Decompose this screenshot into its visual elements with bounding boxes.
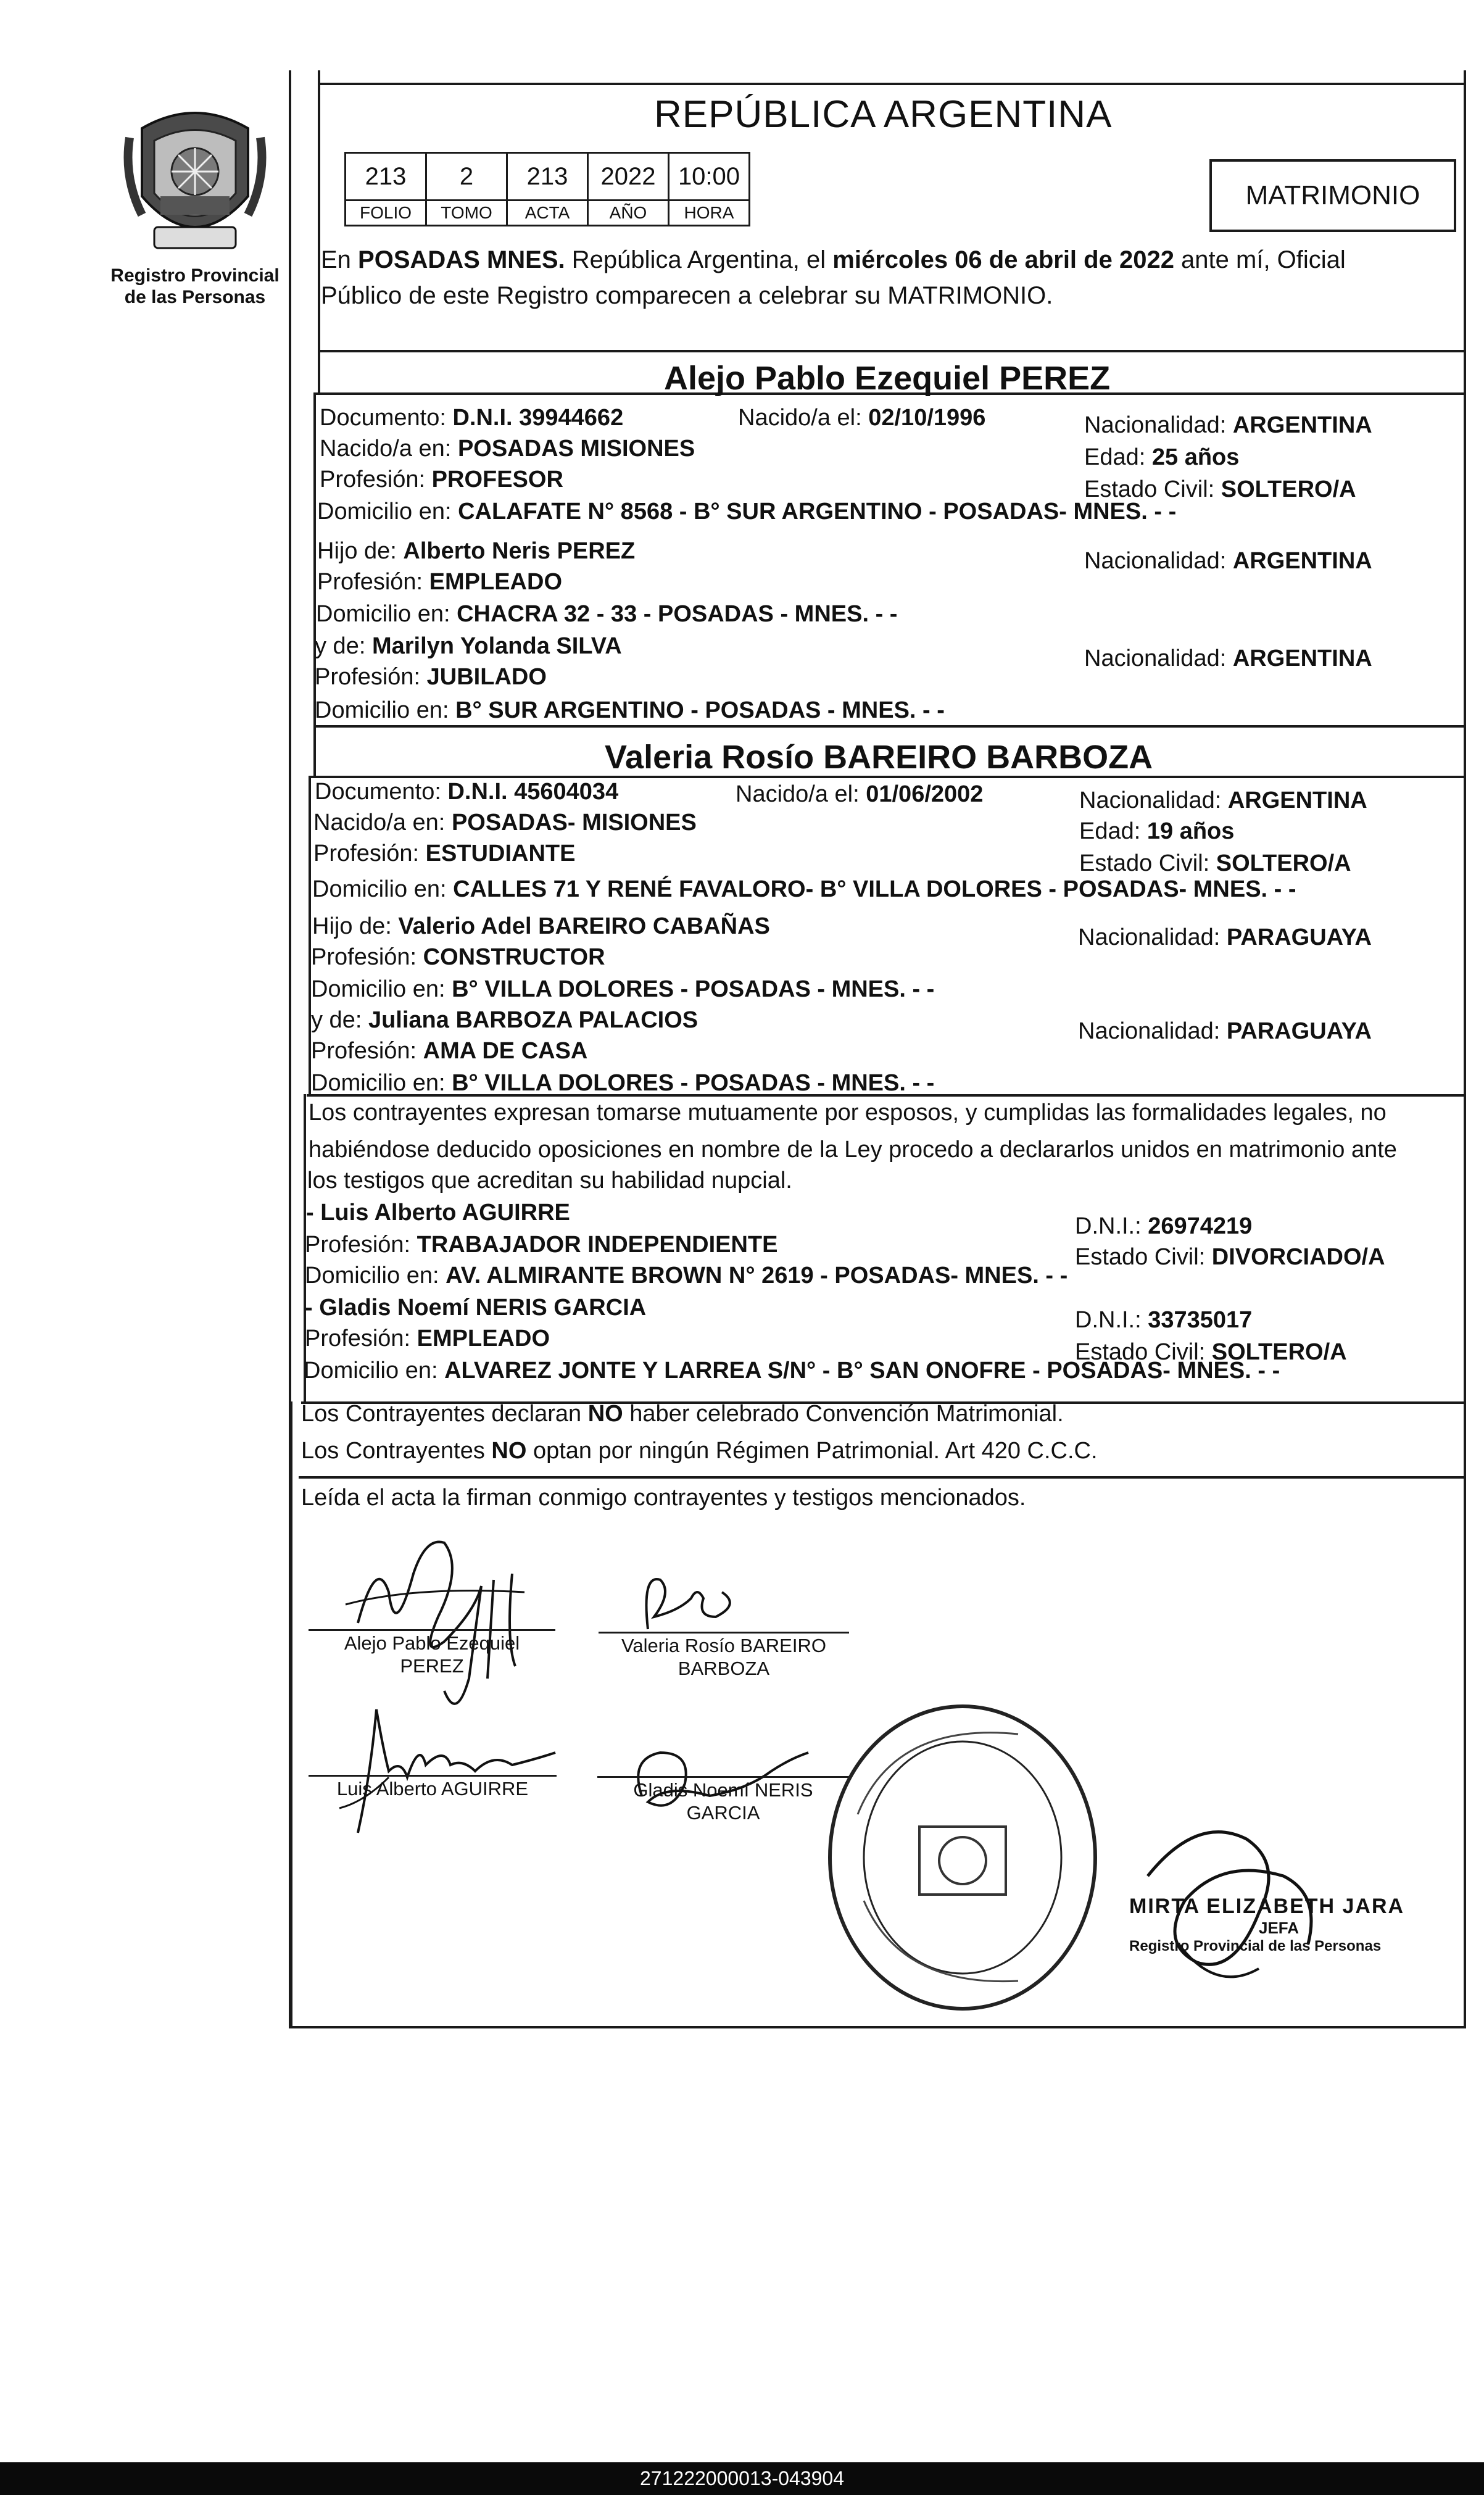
label: Profesión: [311, 944, 417, 970]
spouse1-born [738, 405, 985, 432]
intro-line2: Público de este Registro comparecen a celebrar su MATRIMONIO. [321, 282, 1053, 309]
label: Estado Civil: [1075, 1339, 1206, 1365]
frame-top [318, 83, 1464, 85]
label: Domicilio en: [317, 499, 452, 525]
witness2-profession: EMPLEADO [417, 1326, 550, 1351]
spouse2-born [736, 781, 983, 808]
witness1-addr [305, 1263, 1067, 1290]
label: Domicilio en: [311, 1070, 446, 1096]
spouse2-profession: ESTUDIANTE [425, 841, 576, 866]
spouse2-mother-name: Juliana BARBOZA PALACIOS [368, 1007, 698, 1033]
record-metadata-table [344, 152, 750, 226]
spouse1-dni: D.N.I. 39944662 [452, 405, 624, 431]
label: Nacionalidad: [1084, 646, 1227, 671]
registry-stamp [821, 1697, 1105, 2018]
spouse1-mother-prof [315, 664, 547, 691]
witness1-profession: TRABAJADOR INDEPENDIENTE [417, 1232, 778, 1258]
declaration-line1: Los contrayentes expresan tomarse mutuamente por esposos, y cumplidas las formalidades legales, no [309, 1100, 1387, 1126]
convention-line1 [301, 1401, 1064, 1428]
label: Nacido/a en: [320, 436, 452, 462]
label: Profesión: [315, 664, 421, 690]
spouse2-mother [311, 1007, 698, 1034]
label: Profesión: [311, 1038, 417, 1064]
label: Edad: [1079, 818, 1141, 844]
signing-statement: Leída el acta la firman conmigo contrayentes y testigos mencionados. [301, 1485, 1026, 1511]
signature-caption-4 [597, 1779, 849, 1824]
hour-label: HORA [669, 201, 750, 226]
divider-spouse2-top [313, 725, 1464, 728]
label: Nacionalidad: [1078, 924, 1221, 950]
signature-spouse2 [629, 1561, 753, 1642]
spouse2-age [1079, 818, 1234, 845]
spouse2-father-profession: CONSTRUCTOR [423, 944, 605, 970]
label: Documento: [320, 405, 446, 431]
signature-witness1 [321, 1685, 568, 1845]
label: Documento: [315, 779, 441, 805]
spouse2-mother-profession: AMA DE CASA [423, 1038, 588, 1064]
spouse2-father [312, 913, 770, 940]
document-title: REPÚBLICA ARGENTINA [654, 93, 1113, 136]
convention-line2 [301, 1438, 1098, 1465]
spouse1-father [317, 538, 635, 565]
document-code-bar: 271222000013-043904 [0, 2462, 1484, 2495]
label: Nacido/a el: [736, 781, 860, 807]
divider-signing [299, 1476, 1464, 1479]
signature-caption-1 [309, 1632, 555, 1677]
intro-date: miércoles 06 de abril de 2022 [832, 246, 1174, 273]
witness2-dni-value: 33735017 [1148, 1307, 1253, 1333]
spouse1-profession: PROFESOR [431, 467, 563, 492]
signer1-line2: PEREZ [400, 1655, 464, 1677]
spouse1-age-value: 25 años [1151, 444, 1240, 470]
spouse2-dni: D.N.I. 45604034 [447, 779, 619, 805]
spouse2-father-nationality: PARAGUAYA [1226, 924, 1372, 950]
folio-label: FOLIO [346, 201, 426, 226]
year-value: 2022 [588, 153, 669, 201]
label: D.N.I.: [1075, 1307, 1142, 1333]
record-type-box: MATRIMONIO [1209, 159, 1456, 232]
label: Nacionalidad: [1079, 787, 1222, 813]
witness1-address: AV. ALMIRANTE BROWN N° 2619 - POSADAS- MNES. - - [446, 1263, 1068, 1289]
signer4-line2: GARCIA [686, 1802, 760, 1824]
spouse2-nat [1079, 787, 1367, 815]
spouse2-mother-nationality: PARAGUAYA [1226, 1018, 1372, 1044]
divider-header [318, 350, 1464, 352]
signer4-line1: Gladis Noemí NERIS [633, 1779, 813, 1801]
label: Hijo de: [312, 913, 392, 939]
spouse1-father-nationality: ARGENTINA [1232, 548, 1372, 574]
spouse2-age-value: 19 años [1146, 818, 1235, 844]
spouse1-father-prof [317, 569, 562, 596]
spouse2-father-nat [1078, 924, 1372, 952]
spouse1-mother-name: Marilyn Yolanda SILVA [371, 633, 622, 659]
intro-text-c: ante mí, Oficial [1174, 246, 1346, 273]
spouse1-nationality: ARGENTINA [1232, 412, 1372, 438]
spouse1-doc [320, 405, 623, 432]
witness1-dni-value: 26974219 [1148, 1213, 1253, 1239]
spouse2-mother-nat [1078, 1018, 1372, 1045]
spouse2-birthplace-value: POSADAS- MISIONES [451, 810, 697, 836]
spouse1-nat [1084, 412, 1372, 439]
year-label: AÑO [588, 201, 669, 226]
spouse2-civil-status: SOLTERO/A [1216, 850, 1351, 876]
spouse2-address: CALLES 71 Y RENÉ FAVALORO- B° VILLA DOLORES - POSADAS- MNES. - - [453, 876, 1296, 902]
spouse1-mother-nat [1084, 646, 1372, 673]
witness2-dni [1075, 1307, 1252, 1334]
intro-place: POSADAS MNES. [358, 246, 565, 273]
spouse1-name: Alejo Pablo Ezequiel PEREZ [664, 360, 1111, 397]
signature-line-3 [309, 1775, 557, 1777]
signature-line-2 [599, 1632, 849, 1634]
label: Estado Civil: [1075, 1244, 1206, 1270]
spouse1-father-address: CHACRA 32 - 33 - POSADAS - MNES. - - [457, 601, 898, 627]
acta-label: ACTA [507, 201, 588, 226]
signer1-line1: Alejo Pablo Ezequiel [344, 1632, 520, 1654]
text: Los Contrayentes declaran [301, 1401, 588, 1427]
spouse1-age [1084, 444, 1239, 471]
spouse2-father-address: B° VILLA DOLORES - POSADAS - MNES. - - [452, 976, 935, 1002]
logo-caption-line2: de las Personas [124, 286, 266, 307]
witness2-addr [304, 1358, 1280, 1385]
frame-left-1 [318, 70, 320, 392]
signature-line-1 [309, 1629, 555, 1631]
witness1-name: - Luis Alberto AGUIRRE [306, 1200, 570, 1226]
tomo-value: 2 [426, 153, 507, 201]
label: Domicilio en: [304, 1358, 438, 1384]
spouse1-father-name: Alberto Neris PEREZ [403, 538, 636, 564]
declaration-line3: los testigos que acreditan su habilidad nupcial. [307, 1168, 792, 1194]
spouse1-father-nat [1084, 548, 1372, 575]
label: Profesión: [305, 1232, 411, 1258]
province-seal-logo [117, 104, 273, 258]
signer2-line2: BARBOZA [678, 1658, 770, 1680]
folio-value: 213 [346, 153, 426, 201]
witness2-civil-status: SOLTERO/A [1211, 1339, 1347, 1365]
witness1-civil-status: DIVORCIADO/A [1211, 1244, 1385, 1270]
label: Domicilio en: [311, 976, 446, 1002]
witness1-dni [1075, 1213, 1252, 1240]
spouse1-father-addr [316, 601, 897, 628]
spouse2-name: Valeria Rosío BAREIRO BARBOZA [605, 739, 1153, 776]
label: Nacido/a en: [313, 810, 446, 836]
intro-text-a: En [321, 246, 359, 273]
witness2-address: ALVAREZ JONTE Y LARREA S/N° - B° SAN ONOFRE - POSADAS- MNES. - - [444, 1358, 1280, 1384]
spouse2-civil [1079, 850, 1351, 878]
label: D.N.I.: [1075, 1213, 1142, 1239]
signature-caption-2 [599, 1634, 849, 1680]
label: Estado Civil: [1079, 850, 1210, 876]
official-name: MIRTA ELIZABETH JARA [1129, 1895, 1405, 1918]
spouse2-mother-address: B° VILLA DOLORES - POSADAS - MNES. - - [452, 1070, 935, 1096]
spouse2-addr [312, 876, 1296, 903]
label: Domicilio en: [316, 601, 450, 627]
label: Nacionalidad: [1084, 548, 1227, 574]
text: Los Contrayentes [301, 1438, 492, 1464]
witness1-civil [1075, 1244, 1385, 1271]
spouse2-father-name: Valerio Adel BAREIRO CABAÑAS [398, 913, 770, 939]
label: Nacido/a el: [738, 405, 862, 431]
label: Profesión: [313, 841, 420, 866]
spouse2-father-prof [311, 944, 605, 971]
label: Profesión: [305, 1326, 411, 1351]
text: haber celebrado Convención Matrimonial. [623, 1401, 1064, 1427]
label: Nacionalidad: [1084, 412, 1227, 438]
label: Domicilio en: [315, 697, 449, 723]
label: y de: [311, 1007, 362, 1033]
signature-line-4 [597, 1776, 849, 1778]
spouse1-father-profession: EMPLEADO [429, 569, 563, 595]
official-office: Registro Provincial de las Personas [1129, 1938, 1382, 1954]
label: Profesión: [320, 467, 426, 492]
spouse2-birthdate: 01/06/2002 [866, 781, 984, 807]
signature-caption-3 [309, 1777, 557, 1800]
text: optan por ningún Régimen Patrimonial. Art 420 C.C.C. [526, 1438, 1098, 1464]
spouse1-birthplace [320, 436, 695, 463]
spouse2-mother-addr [311, 1070, 934, 1097]
convention-no-2: NO [491, 1438, 527, 1464]
witness2-name: - Gladis Noemí NERIS GARCIA [305, 1295, 647, 1321]
declaration-line2: habiéndose deducido oposiciones en nombre de la Ley procedo a declararlos unidos en matrimonio ante [309, 1137, 1397, 1163]
spouse1-birthdate: 02/10/1996 [868, 405, 986, 431]
convention-no-1: NO [587, 1401, 623, 1427]
label: Nacionalidad: [1078, 1018, 1221, 1044]
spouse2-mother-prof [311, 1038, 587, 1065]
spouse2-father-addr [311, 976, 934, 1003]
intro-line1 [321, 246, 1346, 274]
spouse1-mother-address: B° SUR ARGENTINO - POSADAS - MNES. - - [455, 697, 945, 723]
label: Estado Civil: [1084, 476, 1215, 502]
label: y de: [315, 633, 366, 659]
signer2-line1: Valeria Rosío BAREIRO [621, 1635, 826, 1656]
spouse1-mother-addr [315, 697, 945, 724]
label: Edad: [1084, 444, 1146, 470]
acta-value: 213 [507, 153, 588, 201]
label: Domicilio en: [312, 876, 447, 902]
witness1-prof [305, 1232, 777, 1259]
signer3-line1: Luis Alberto AGUIRRE [336, 1778, 529, 1800]
logo-caption-line1: Registro Provincial [110, 265, 280, 286]
spouse2-doc [315, 779, 618, 806]
spouse1-address: CALAFATE N° 8568 - B° SUR ARGENTINO - POSADAS- MNES. - - [458, 499, 1177, 525]
witness2-prof [305, 1326, 550, 1353]
logo-caption [90, 265, 300, 308]
spouse1-civil-status: SOLTERO/A [1221, 476, 1356, 502]
official-role: JEFA [1259, 1919, 1300, 1937]
spouse1-prof [320, 467, 563, 494]
spouse1-addr [317, 499, 1176, 526]
spouse1-mother-profession: JUBILADO [426, 664, 547, 690]
tomo-label: TOMO [426, 201, 507, 226]
label: Profesión: [317, 569, 423, 595]
spouse1-birthplace-value: POSADAS MISIONES [457, 436, 695, 462]
spouse1-mother-nationality: ARGENTINA [1232, 646, 1372, 671]
official-stamp [1129, 1895, 1425, 1955]
label: Domicilio en: [305, 1263, 439, 1289]
spouse2-birthplace [313, 810, 697, 837]
spouse2-nationality: ARGENTINA [1227, 787, 1367, 813]
frame-left-5 [290, 1401, 292, 2027]
spouse1-mother [315, 633, 622, 660]
hour-value: 10:00 [669, 153, 750, 201]
spouse2-prof [313, 841, 575, 868]
label: Hijo de: [317, 538, 397, 564]
intro-text-b: República Argentina, el [565, 246, 833, 273]
